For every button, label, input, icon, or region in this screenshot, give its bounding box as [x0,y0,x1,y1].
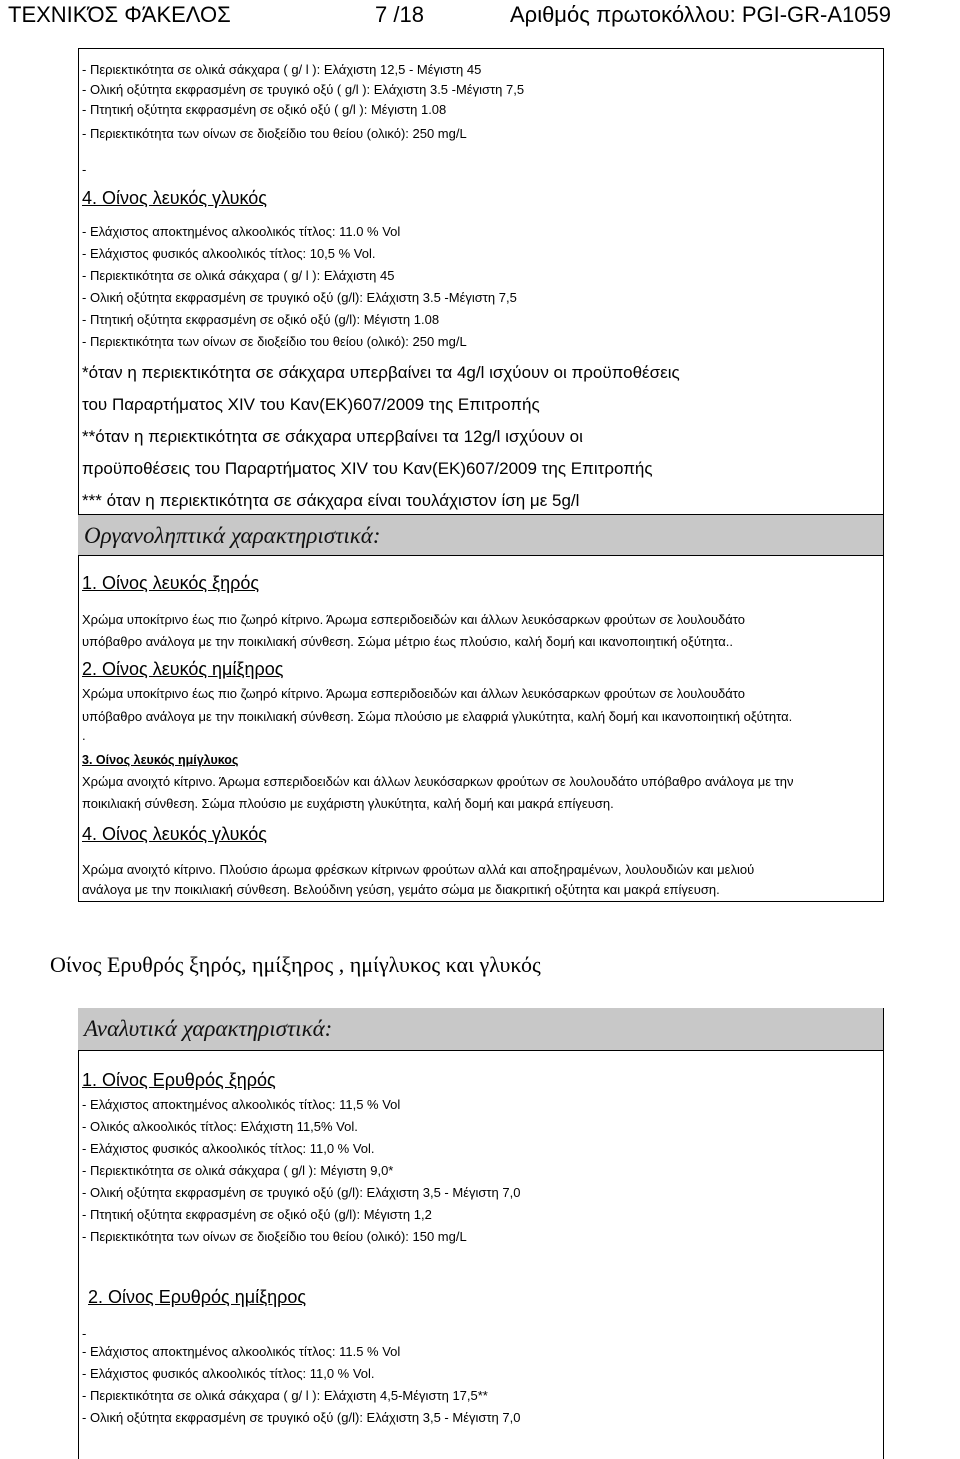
section-heading: 4. Οίνος λευκός γλυκός [82,824,267,844]
description-line: ανάλογα με την ποικιλιακή σύνθεση. Βελούδινη γεύση, γεμάτο σώμα με διακριτική οξύτητα και μακρά επίγευση. [82,882,720,897]
document-title: ΤΕΧΝΙΚΌΣ ΦΆΚΕΛΟΣ [8,2,231,27]
dash-marker: - [82,1326,87,1341]
footnote: προϋποθέσεις του Παραρτήματος XIV του Καν(ΕΚ)607/2009 της Επιτροπής [82,459,653,478]
description-line: Χρώμα ανοιχτό κίτρινο. Άρωμα εσπεριδοειδών και άλλων λευκόσαρκων φρούτων σε λουλουδάτο υπόβαθρο ανάλογα με την [82,774,794,789]
description-line: υπόβαθρο ανάλογα με την ποικιλιακή σύνθεση. Σώμα πλούσιο με ελαφριά γλυκύτητα, καλή δομή και ικανοποιητική οξύτητα. [82,709,793,724]
description-line: Χρώμα ανοιχτό κίτρινο. Πλούσιο άρωμα φρέσκων κίτρινων φρούτων αλλά και αποξηραμένων, λουλουδιών και μελιού [82,862,755,877]
spec-line: - Ελάχιστος αποκτημένος αλκοολικός τίτλος: 11.0 % Vol [82,224,401,239]
section-heading: 2. Οίνος λευκός ημίξηρος [82,659,284,679]
page-number: 7 /18 [375,2,424,27]
spec-line: - Περιεκτικότητα σε ολικά σάκχαρα ( g/ l ): Ελάχιστη 45 [82,268,395,283]
spec-line: - Περιεκτικότητα σε ολικά σάκχαρα ( g/l ): Μέγιστη 9,0* [82,1163,394,1178]
spec-line: - Περιεκτικότητα των οίνων σε διοξείδιο του θείου (ολικό): 250 mg/L [82,126,467,141]
description-line: ποικιλιακή σύνθεση. Σώμα πλούσιο με ευχάριστη γλυκύτητα, καλή δομή και μακρά επίγευση. [82,796,614,811]
spec-line: - Ολική οξύτητα εκφρασμένη σε τρυγικό οξύ (g/l): Ελάχιστη 3,5 - Μέγιστη 7,0 [82,1185,521,1200]
section-heading: 1. Οίνος Ερυθρός ξηρός [82,1070,276,1090]
spec-line: - Περιεκτικότητα των οίνων σε διοξείδιο του θείου (ολικό): 150 mg/L [82,1229,467,1244]
analytic-title: Αναλυτικά χαρακτηριστικά: [84,1016,333,1041]
description-line: Χρώμα υποκίτρινο έως πιο ζωηρό κίτρινο. Άρωμα εσπεριδοειδών και άλλων λευκόσαρκων φρούτων σε λουλουδάτο [82,612,745,627]
protocol-number: Αριθμός πρωτοκόλλου: PGI-GR-A1059 [510,2,891,27]
spec-line: - Ελάχιστος αποκτημένος αλκοολικός τίτλος: 11,5 % Vol [82,1097,401,1112]
spec-line: - Ολικός αλκοολικός τίτλος: Ελάχιστη 11,5% Vol. [82,1119,358,1134]
description-line: Χρώμα υποκίτρινο έως πιο ζωηρό κίτρινο. Άρωμα εσπεριδοειδών και άλλων λευκόσαρκων φρούτων σε λουλουδάτο [82,686,745,701]
footnote: **όταν η περιεκτικότητα σε σάκχαρα υπερβαίνει τα 12g/l ισχύουν οι [82,427,583,446]
spec-line: - Ελάχιστος φυσικός αλκοολικός τίτλος: 10,5 % Vol. [82,246,376,261]
section-heading: 1. Οίνος λευκός ξηρός [82,573,260,593]
red-wine-title: Οίνος Ερυθρός ξηρός, ημίξηρος , ημίγλυκος και γλυκός [50,952,541,977]
analytic-band [78,1008,883,1051]
spec-line: - Ολική οξύτητα εκφρασμένη σε τρυγικό οξύ ( g/l ): Ελάχιστη 3.5 -Μέγιστη 7,5 [82,82,525,97]
spec-line: - Πτητική οξύτητα εκφρασμένη σε οξικό οξύ (g/l): Μέγιστη 1.08 [82,312,440,327]
organoleptic-title: Οργανοληπτικά χαρακτηριστικά: [84,523,381,548]
footnote: *** όταν η περιεκτικότητα σε σάκχαρα είναι τουλάχιστον ίση με 5g/l [82,491,580,510]
spec-line: - Περιεκτικότητα σε ολικά σάκχαρα ( g/ l ): Ελάχιστη 4,5-Μέγιστη 17,5** [82,1388,488,1403]
spec-line: - Ολική οξύτητα εκφρασμένη σε τρυγικό οξύ (g/l): Ελάχιστη 3.5 -Μέγιστη 7,5 [82,290,517,305]
footnote: *όταν η περιεκτικότητα σε σάκχαρα υπερβαίνει τα 4g/l ισχύουν οι προϋποθέσεις [82,363,680,382]
spec-line: - Ελάχιστος αποκτημένος αλκοολικός τίτλος: 11.5 % Vol [82,1344,401,1359]
section-heading: 3. Οίνος λευκός ημίγλυκος [82,753,239,767]
footnote: του Παραρτήματος XIV του Καν(ΕΚ)607/2009 της Επιτροπής [82,395,540,414]
dash-marker: - [82,162,87,177]
spec-line: - Πτητική οξύτητα εκφρασμένη σε οξικό οξύ (g/l): Μέγιστη 1,2 [82,1207,432,1222]
spec-line: - Ελάχιστος φυσικός αλκοολικός τίτλος: 11,0 % Vol. [82,1141,375,1156]
section-heading: 2. Οίνος Ερυθρός ημίξηρος [88,1287,307,1307]
spec-line: - Πτητική οξύτητα εκφρασμένη σε οξικό οξύ ( g/l ): Μέγιστη 1.08 [82,102,447,117]
spec-line: - Ελάχιστος φυσικός αλκοολικός τίτλος: 11,0 % Vol. [82,1366,375,1381]
description-line: . [82,728,86,743]
description-line: υπόβαθρο ανάλογα με την ποικιλιακή σύνθεση. Σώμα μέτριο έως πλούσιο, καλή δομή και ικανοποιητική οξύτητα.. [82,634,734,649]
section-heading: 4. Οίνος λευκός γλυκός [82,188,267,208]
spec-line: - Ολική οξύτητα εκφρασμένη σε τρυγικό οξύ (g/l): Ελάχιστη 3,5 - Μέγιστη 7,0 [82,1410,521,1425]
spec-line: - Περιεκτικότητα των οίνων σε διοξείδιο του θείου (ολικό): 250 mg/L [82,334,467,349]
organoleptic-band [78,514,883,556]
spec-line: - Περιεκτικότητα σε ολικά σάκχαρα ( g/ l ): Ελάχιστη 12,5 - Μέγιστη 45 [82,62,482,77]
